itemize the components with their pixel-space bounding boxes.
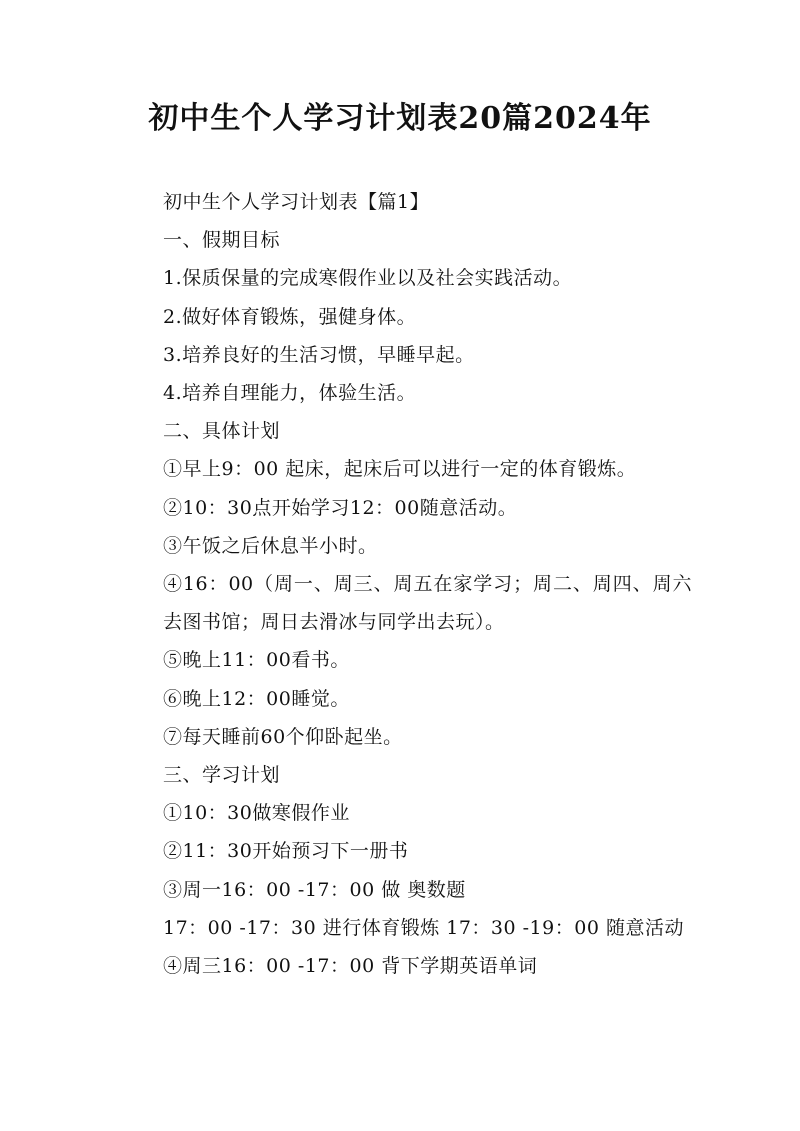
paragraph: ⑥晚上12：00睡觉。 (163, 687, 350, 710)
paragraph: 4.培养自理能力，体验生活。 (163, 382, 417, 405)
document-body (122, 183, 692, 985)
paragraph: 17：00 -17：30 进行体育锻炼 17：30 -19：00 随意活动 (163, 916, 684, 939)
paragraph: ④周三16：00 -17：00 背下学期英语单词 (163, 955, 538, 978)
paragraph: 3.培养良好的生活习惯，早睡早起。 (163, 343, 475, 366)
subheading: 三、学习计划 (163, 764, 281, 787)
paragraph: ⑤晚上11：00看书。 (163, 649, 350, 672)
paragraph: ①10：30做寒假作业 (163, 802, 350, 825)
paragraph: ⑦每天睡前60个仰卧起坐。 (163, 725, 403, 748)
paragraph: 2.做好体育锻炼，强健身体。 (163, 305, 417, 328)
subheading: 一、假期目标 (163, 229, 281, 252)
paragraph: ③周一16：00 -17：00 做 奥数题 (163, 878, 466, 901)
paragraph: ④16：00（周一、周三、周五在家学习；周二、周四、周六去图书馆；周日去滑冰与同学出去玩）。 (163, 573, 692, 634)
paragraph: 1.保质保量的完成寒假作业以及社会实践活动。 (163, 267, 573, 290)
paragraph: ②10：30点开始学习12：00随意活动。 (163, 496, 518, 519)
paragraph: ②11：30开始预习下一册书 (163, 840, 409, 863)
paragraph: ③午饭之后休息半小时。 (163, 534, 378, 557)
paragraph: ①早上9：00 起床，起床后可以进行一定的体育锻炼。 (163, 458, 637, 481)
section-heading: 初中生个人学习计划表【篇1】 (163, 191, 430, 213)
subheading: 二、具体计划 (163, 420, 281, 443)
document-title: 初中生个人学习计划表20篇2024年 (148, 101, 652, 136)
